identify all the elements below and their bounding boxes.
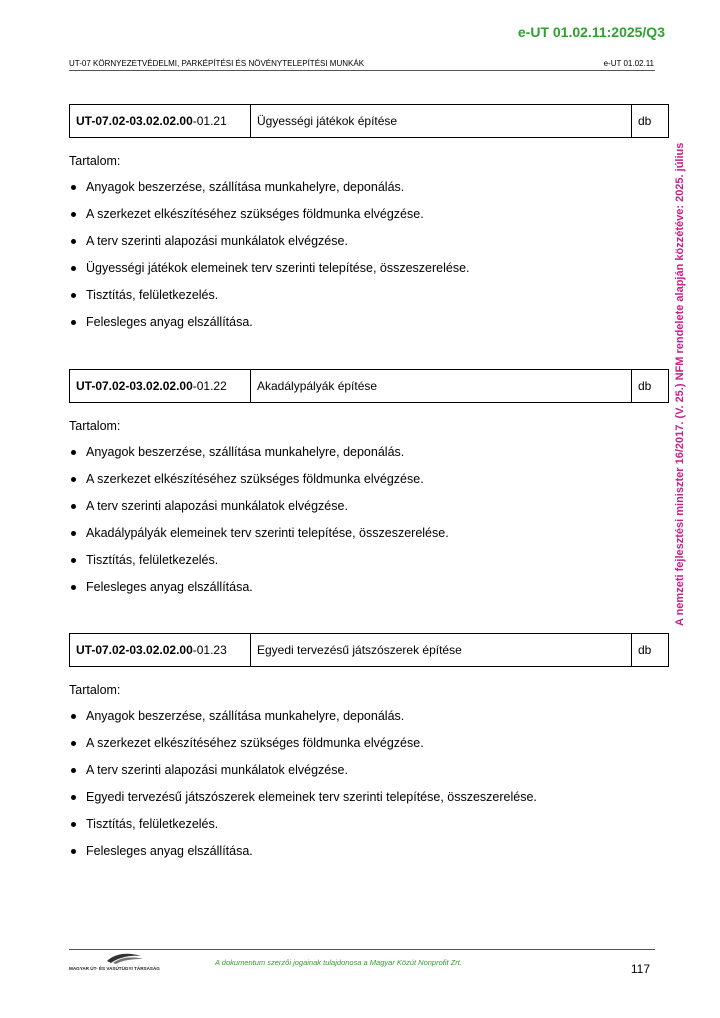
item-section-01-22 bbox=[69, 369, 669, 595]
list-item: Felesleges anyag elszállítása. bbox=[69, 315, 669, 330]
content-label: Tartalom: bbox=[69, 154, 121, 168]
document-code: e-UT 01.02.11:2025/Q3 bbox=[517, 24, 665, 40]
list-item: Anyagok beszerzése, szállítása munkahelyre, deponálás. bbox=[69, 445, 669, 460]
list-item: Tisztítás, felületkezelés. bbox=[69, 288, 669, 303]
item-code-bold: UT-07.02-03.02.02.00 bbox=[76, 643, 193, 657]
item-code-suffix: -01.23 bbox=[192, 643, 227, 657]
item-code-cell bbox=[70, 370, 251, 403]
side-publication-note: A nemzeti fejlesztési miniszter 16/2017. (V. 25.) NFM rendelete alapján közzétéve: 2025. július bbox=[674, 142, 686, 626]
item-section-01-21 bbox=[69, 104, 669, 330]
list-item: A szerkezet elkészítéséhez szükséges földmunka elvégzése. bbox=[69, 472, 669, 487]
list-item: Tisztítás, felületkezelés. bbox=[69, 817, 669, 832]
item-unit-cell: db bbox=[632, 105, 669, 138]
content-label: Tartalom: bbox=[69, 683, 121, 697]
list-item: A terv szerinti alapozási munkálatok elvégzése. bbox=[69, 499, 669, 514]
footer-copyright: A dokumentum szerzői jogainak tulajdonosa a Magyar Közút Nonprofit Zrt. bbox=[215, 958, 462, 967]
item-section-01-23 bbox=[69, 633, 669, 859]
item-code-bold: UT-07.02-03.02.02.00 bbox=[76, 379, 193, 393]
item-header-table bbox=[69, 633, 669, 667]
content-label: Tartalom: bbox=[69, 419, 121, 433]
item-code-cell bbox=[70, 105, 251, 138]
content-list bbox=[69, 180, 669, 330]
list-item: Akadálypályák elemeinek terv szerinti telepítése, összeszerelése. bbox=[69, 526, 669, 541]
header-doc-id: e-UT 01.02.11 bbox=[603, 59, 654, 68]
item-code-suffix: -01.21 bbox=[192, 114, 227, 128]
list-item: A terv szerinti alapozási munkálatok elvégzése. bbox=[69, 763, 669, 778]
content-list bbox=[69, 445, 669, 595]
item-header-table bbox=[69, 369, 669, 403]
list-item: Egyedi tervezésű játszószerek elemeinek terv szerinti telepítése, összeszerelése. bbox=[69, 790, 669, 805]
item-code-cell bbox=[70, 634, 251, 667]
logo-text: MAGYAR ÚT- ÉS VASÚTÜGYI TÁRSASÁG bbox=[69, 966, 160, 971]
list-item: A terv szerinti alapozási munkálatok elvégzése. bbox=[69, 234, 669, 249]
list-item: Felesleges anyag elszállítása. bbox=[69, 844, 669, 859]
list-item: A szerkezet elkészítéséhez szükséges földmunka elvégzése. bbox=[69, 207, 669, 222]
item-title-cell: Akadálypályák építése bbox=[251, 370, 632, 403]
item-unit-cell: db bbox=[632, 634, 669, 667]
organization-logo bbox=[69, 952, 164, 972]
list-item: Ügyességi játékok elemeinek terv szerinti telepítése, összeszerelése. bbox=[69, 261, 669, 276]
list-item: Tisztítás, felületkezelés. bbox=[69, 553, 669, 568]
item-code-suffix: -01.22 bbox=[192, 379, 227, 393]
list-item: A szerkezet elkészítéséhez szükséges földmunka elvégzése. bbox=[69, 736, 669, 751]
page-number: 117 bbox=[630, 962, 650, 976]
footer-divider bbox=[69, 949, 655, 950]
item-title-cell: Egyedi tervezésű játszószerek építése bbox=[251, 634, 632, 667]
list-item: Felesleges anyag elszállítása. bbox=[69, 580, 669, 595]
item-title-cell: Ügyességi játékok építése bbox=[251, 105, 632, 138]
item-code-bold: UT-07.02-03.02.02.00 bbox=[76, 114, 193, 128]
content-list bbox=[69, 709, 669, 859]
list-item: Anyagok beszerzése, szállítása munkahelyre, deponálás. bbox=[69, 709, 669, 724]
item-header-table bbox=[69, 104, 669, 138]
list-item: Anyagok beszerzése, szállítása munkahelyre, deponálás. bbox=[69, 180, 669, 195]
header-divider bbox=[69, 70, 655, 71]
item-unit-cell: db bbox=[632, 370, 669, 403]
header-chapter-title: UT-07 KÖRNYEZETVÉDELMI, PARKÉPÍTÉSI ÉS NÖVÉNYTELEPÍTÉSI MUNKÁK bbox=[69, 59, 365, 68]
